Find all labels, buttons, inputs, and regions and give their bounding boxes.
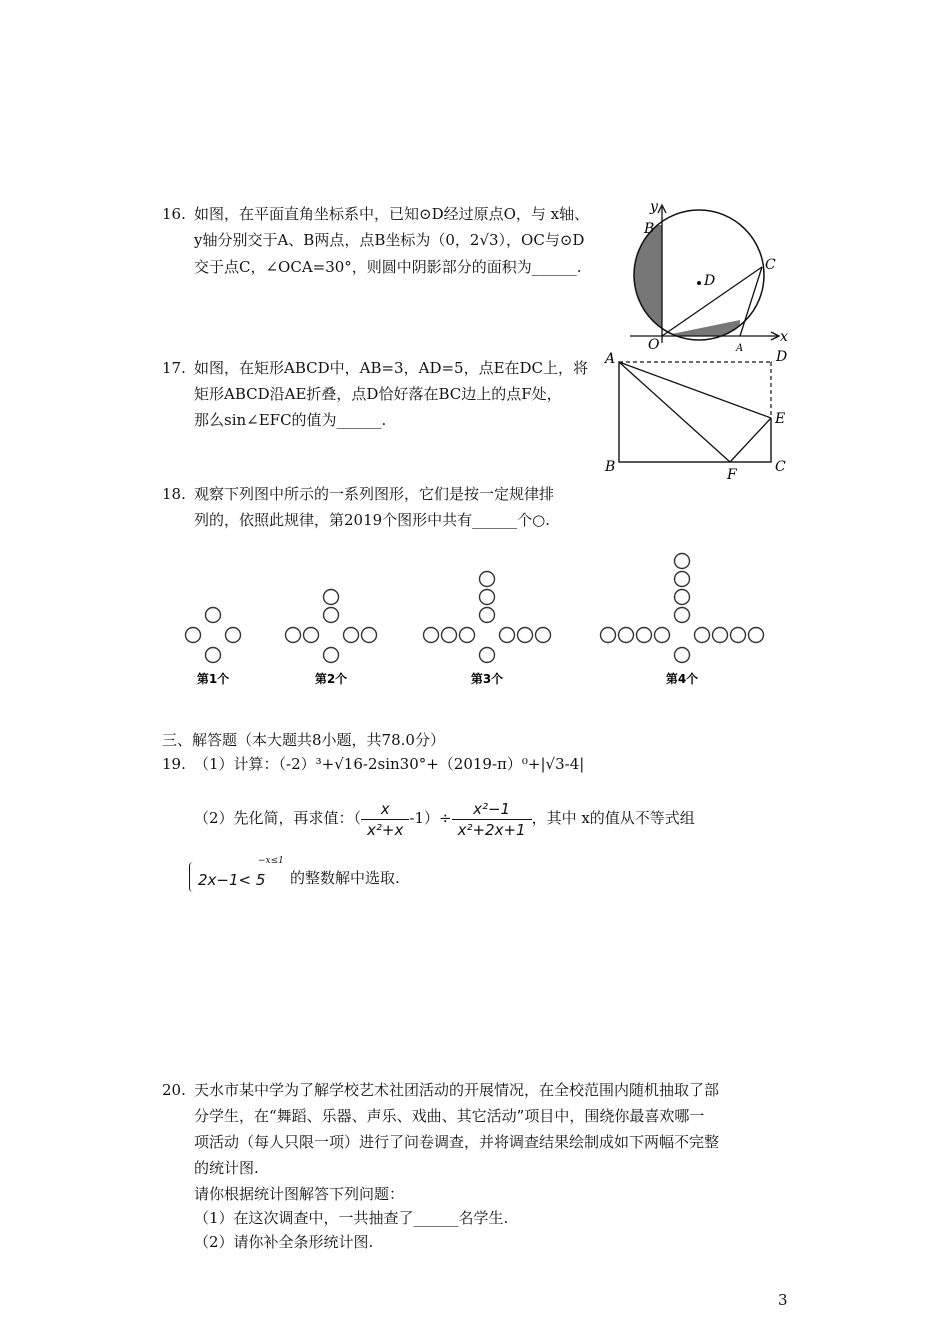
- pattern-circle: [713, 628, 728, 643]
- label-d: D: [776, 349, 788, 365]
- pattern-circle: [749, 628, 764, 643]
- q18-number: 18.: [162, 485, 186, 503]
- pattern-circle: [500, 628, 515, 643]
- pattern-circle: [675, 648, 690, 663]
- q19-frac2-den: x²+2x+1: [457, 820, 526, 839]
- label-b: B: [644, 221, 655, 237]
- segment-fe: [730, 418, 771, 462]
- label-c: C: [765, 257, 776, 273]
- pattern-circle: [324, 648, 339, 663]
- q19-frac1-den: x²+x: [367, 820, 404, 839]
- q19-ineq-bottom: 2x−1< 5: [198, 871, 266, 889]
- pattern-circle: [619, 628, 634, 643]
- q16-line1: 如图，在平面直角坐标系中，已知⊙D经过原点O，与 x轴、: [194, 205, 590, 223]
- center-d: [697, 281, 701, 285]
- page-number: 3: [778, 1291, 788, 1309]
- pattern-circle: [286, 628, 301, 643]
- q19-fraction-1: [361, 799, 409, 840]
- q19-frac1-num: x: [361, 799, 409, 820]
- pattern-circle: [442, 628, 457, 643]
- q19-ineq-top: −x≤1: [258, 856, 284, 866]
- rectangle-abcd: [619, 362, 771, 462]
- pattern-circle: [695, 628, 710, 643]
- label-b: B: [605, 459, 616, 475]
- q20-line1: 天水市某中学为了解学校艺术社团活动的开展情况，在全校范围内随机抽取了部: [194, 1081, 720, 1099]
- q18-line2: 列的，依照此规律，第2019个图形中共有______个○.: [194, 511, 551, 529]
- pattern-circle: [675, 572, 690, 587]
- segment-af: [619, 362, 730, 462]
- q19-part2: [194, 795, 695, 841]
- label-c: C: [775, 459, 786, 475]
- pattern-circle: [601, 628, 616, 643]
- q20-sub2: （2）请你补全条形统计图.: [194, 1233, 374, 1251]
- pattern-circle: [226, 628, 241, 643]
- segment-ae: [619, 362, 771, 418]
- q19-number: 19.: [162, 755, 186, 773]
- q20-sub1: （1）在这次调查中，一共抽查了______名学生.: [194, 1209, 509, 1227]
- q17-line1: 如图，在矩形ABCD中，AB=3，AD=5，点E在DC上，将: [194, 359, 589, 377]
- pattern-circle: [731, 628, 746, 643]
- q16-line2: y轴分别交于A、B两点，点B坐标为（0，2√3），OC与⊙D: [194, 231, 585, 249]
- label-y: y: [650, 199, 658, 215]
- pattern-circle: [460, 628, 475, 643]
- pattern-circle: [344, 628, 359, 643]
- q20-line2: 分学生，在“舞蹈、乐器、声乐、戏曲、其它活动”项目中，围绕你最喜欢哪一: [194, 1107, 705, 1125]
- pattern-circle: [655, 628, 670, 643]
- pattern-caption: 第1个: [196, 672, 230, 686]
- q18-pattern-figure: [0, 540, 950, 700]
- pattern-circle: [304, 628, 319, 643]
- pattern-circle: [206, 608, 221, 623]
- q19-part2-suffix: ，其中 x的值从不等式组: [531, 809, 695, 827]
- pattern-circle: [206, 648, 221, 663]
- pattern-circle: [480, 648, 495, 663]
- pattern-circle: [675, 608, 690, 623]
- q17-line3: 那么sin∠EFC的值为______.: [194, 411, 387, 429]
- pattern-circle: [186, 628, 201, 643]
- q19-part2-prefix: （2）先化简，再求值：（: [194, 809, 362, 827]
- q19-part1: （1）计算：（-2）³+√16-2sin30°+（2019-π）⁰+|√3-4|: [194, 755, 585, 773]
- pattern-circle: [424, 628, 439, 643]
- label-a: A: [605, 351, 616, 367]
- pattern-caption: 第2个: [314, 672, 348, 686]
- shaded-segment-left: [634, 225, 662, 337]
- pattern-circle: [675, 590, 690, 605]
- q19-fraction-2: [452, 799, 532, 840]
- q16-figure: [620, 195, 790, 355]
- q20-line3: 项活动（每人只限一项）进行了问卷调查，并将调查结果绘制成如下两幅不完整: [194, 1133, 720, 1151]
- pattern-circle: [324, 608, 339, 623]
- pattern-circle: [480, 590, 495, 605]
- q19-frac2-num: x²−1: [452, 799, 532, 820]
- q19-part2-mid: -1）÷: [409, 809, 452, 827]
- q19-system-brace: [189, 862, 194, 892]
- pattern-circle: [518, 628, 533, 643]
- label-o: O: [648, 337, 660, 353]
- label-a: A: [736, 343, 744, 354]
- pattern-circle: [637, 628, 652, 643]
- q19-ineq-suffix: 的整数解中选取.: [290, 869, 400, 887]
- label-x: x: [780, 329, 788, 345]
- pattern-circle: [324, 590, 339, 605]
- q16-number: 16.: [162, 205, 186, 223]
- q17-number: 17.: [162, 359, 186, 377]
- q18-line1: 观察下列图中所示的一系列图形，它们是按一定规律排: [194, 485, 555, 503]
- q17-figure: [600, 345, 800, 485]
- pattern-circle: [675, 554, 690, 569]
- label-d: D: [704, 273, 716, 289]
- pattern-circle: [362, 628, 377, 643]
- q16-line3: 交于点C，∠OCA=30°，则圆中阴影部分的面积为______.: [194, 258, 582, 276]
- pattern-caption: 第3个: [470, 672, 504, 686]
- pattern-circle: [480, 608, 495, 623]
- pattern-circle: [536, 628, 551, 643]
- label-f: F: [727, 467, 737, 483]
- q17-line2: 矩形ABCD沿AE折叠，点D恰好落在BC边上的点F处，: [194, 385, 562, 403]
- q20-line4: 的统计图.: [194, 1159, 259, 1177]
- q20-number: 20.: [162, 1081, 186, 1099]
- pattern-caption: 第4个: [665, 672, 699, 686]
- pattern-circle: [480, 572, 495, 587]
- q20-line5: 请你根据统计图解答下列问题：: [194, 1185, 405, 1203]
- section3-title: 三、解答题（本大题共8小题，共78.0分）: [162, 731, 445, 749]
- label-e: E: [775, 411, 786, 427]
